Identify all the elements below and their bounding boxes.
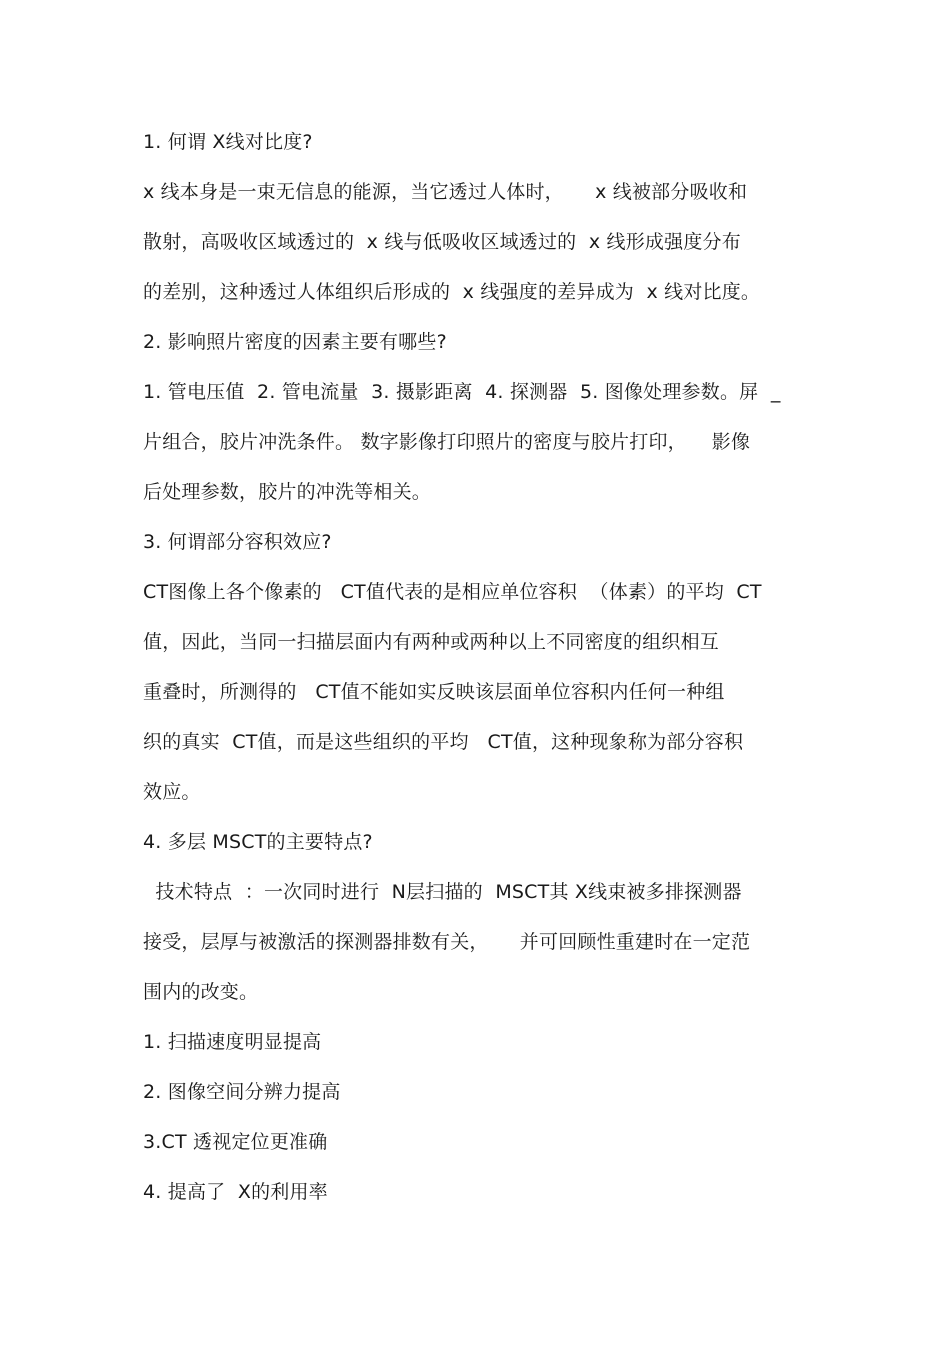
list-item-3: 3.CT 透视定位更准确	[143, 1131, 328, 1153]
answer-4-line-2: 接受，层厚与被激活的探测器排数有关， 并可回顾性重建时在一定范	[143, 931, 751, 953]
answer-4-line-1: 技术特点 ：一次同时进行 N层扫描的 MSCT其 X线束被多排探测器	[143, 881, 742, 903]
answer-3-line-4: 织的真实 CT值，而是这些组织的平均 CT值，这种现象称为部分容积	[143, 731, 744, 753]
answer-1-line-3: 的差别，这种透过人体组织后形成的 x 线强度的差异成为 x 线对比度。	[143, 281, 761, 303]
answer-2-line-2: 片组合，胶片冲洗条件。 数字影像打印照片的密度与胶片打印， 影像	[143, 431, 751, 453]
answer-3-line-3: 重叠时，所测得的 CT值不能如实反映该层面单位容积内任何一种组	[143, 681, 725, 703]
list-item-2: 2. 图像空间分辨力提高	[143, 1081, 341, 1103]
question-3-heading: 3. 何谓部分容积效应?	[143, 531, 332, 553]
answer-2-line-1: 1. 管电压值 2. 管电流量 3. 摄影距离 4. 探测器 5. 图像处理参数。屏 _	[143, 381, 781, 403]
answer-4-line-3: 围内的改变。	[143, 981, 259, 1003]
list-item-1: 1. 扫描速度明显提高	[143, 1031, 322, 1053]
answer-1-line-1: x 线本身是一束无信息的能源，当它透过人体时， x 线被部分吸收和	[143, 181, 748, 203]
answer-2-line-3: 后处理参数，胶片的冲洗等相关。	[143, 481, 432, 503]
question-1-heading: 1. 何谓 X线对比度?	[143, 131, 313, 153]
list-item-4: 4. 提高了 X的利用率	[143, 1181, 328, 1203]
answer-1-line-2: 散射，高吸收区域透过的 x 线与低吸收区域透过的 x 线形成强度分布	[143, 231, 741, 253]
question-4-heading: 4. 多层 MSCT的主要特点?	[143, 831, 373, 853]
answer-3-line-2: 值，因此，当同一扫描层面内有两种或两种以上不同密度的组织相互	[143, 631, 720, 653]
question-2-heading: 2. 影响照片密度的因素主要有哪些?	[143, 331, 447, 353]
answer-3-line-5: 效应。	[143, 781, 201, 803]
answer-3-line-1: CT图像上各个像素的 CT值代表的是相应单位容积 （体素）的平均 CT	[143, 581, 762, 603]
